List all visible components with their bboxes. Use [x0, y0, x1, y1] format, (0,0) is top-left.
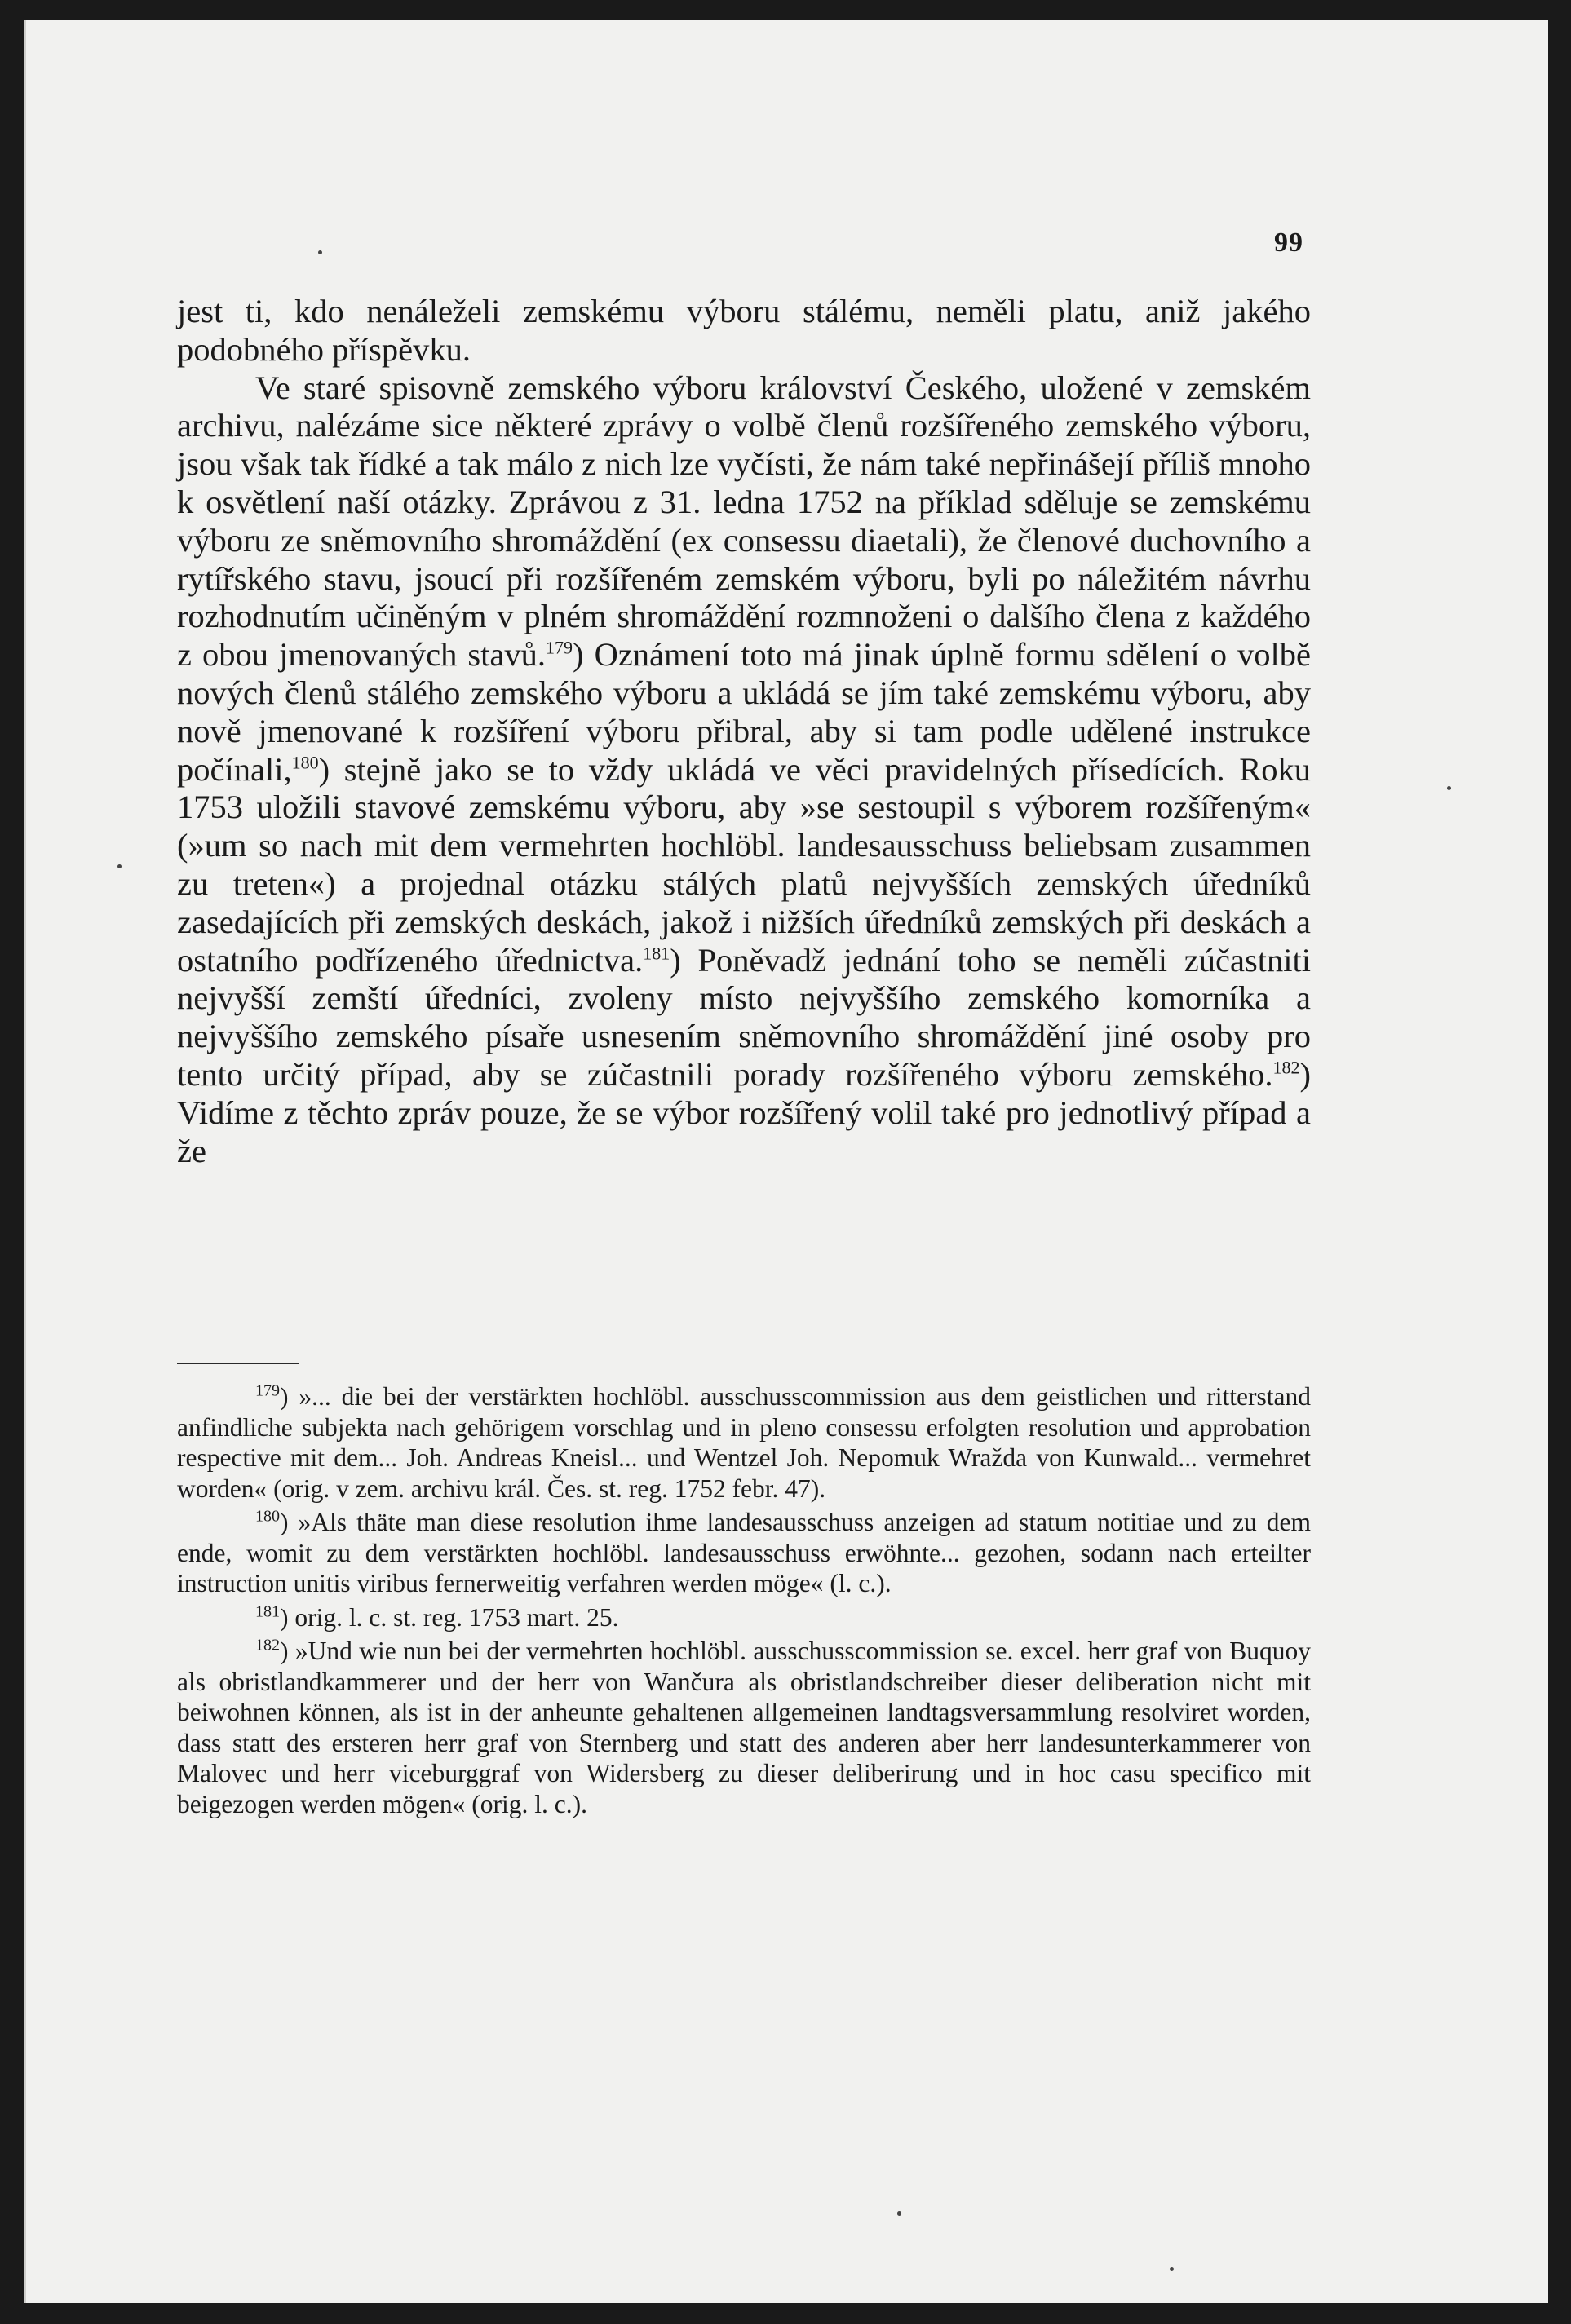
- dust-speck: [1447, 786, 1451, 790]
- footnote-mark: 182: [255, 1636, 280, 1655]
- paragraph-2: [177, 369, 1311, 1171]
- footnote-ref-181[interactable]: 181: [643, 943, 670, 964]
- dust-speck: [318, 250, 322, 254]
- footnote-181: [177, 1602, 1311, 1633]
- footnote-ref-182[interactable]: 182: [1272, 1057, 1300, 1078]
- footnote-ref-180[interactable]: 180: [291, 752, 319, 773]
- paragraph-2-part-3: ) stejně jako se to vždy ukládá ve věci pravidelných přísedících. Roku 1753 uložili stavové zemskému výboru, aby »se sestoupil s výborem rozšířeným« (»um so nach mit dem vermehrten hochlöbl. landesausschuss beliebsam zusammen zu treten«) a projednal otázku stálých platů nejvyšších zemských úředníků zasedajících při zemských deskách, jakož i nižších úředníků zemských při deskách a ostatního podřízeného úřednictva.: [177, 750, 1311, 979]
- dust-speck: [1170, 2267, 1174, 2271]
- footnote-mark: 181: [255, 1602, 280, 1620]
- dust-speck: [117, 864, 122, 868]
- footnote-mark: 179: [255, 1381, 280, 1400]
- main-text: [177, 293, 1311, 1170]
- footnote-182: [177, 1636, 1311, 1819]
- footnote-text: ) »Und wie nun bei der vermehrten hochlöbl. ausschusscommission se. excel. herr graf von Buquoy als obristlandkammerer und der herr von Wančura als obristlandschreiber dieser deliberation nicht mit beiwohnen können, als ist in der anheunte gehaltenen allgemeinen landtagsversammlung resolviret worden, dass statt des ersteren herr graf von Sternberg und statt des anderen aber herr landesunterkammerer von Malovec und herr viceburggraf von Widersberg zu dieser deliberirung und in hoc casu specifico mit beigezogen werden mögen« (orig. l. c.).: [177, 1637, 1311, 1818]
- book-page: [24, 20, 1548, 2303]
- footnote-ref-179[interactable]: 179: [546, 637, 573, 658]
- page-number: 99: [1274, 228, 1303, 258]
- footnote-180: [177, 1507, 1311, 1599]
- footnote-179: [177, 1381, 1311, 1504]
- paragraph-2-part-1: Ve staré spisovně zemského výboru království Českého, uložené v zemském archivu, nalézáme sice některé zprávy o volbě členů rozšířeného zemského výboru, jsou však tak řídké a tak málo z nich lze vyčísti, že nám také nepřinášejí příliš mnoho k osvětlení naší otázky. Zprávou z 31. ledna 1752 na příklad sděluje se zemskému výboru ze sněmovního shromáždění (ex consessu diaetali), že členové duchovního a rytířského stavu, jsoucí při rozšířeném zemském výboru, byli po náležitém návrhu rozhodnutím učiněným v plném shromáždění rozmnoženi o dalšího člena z každého z obou jmenovaných stavů.: [177, 369, 1311, 674]
- paragraph-2-part-2: ) Oznámení toto má jinak úplně formu sdělení o volbě nových členů stálého zemského výboru a ukládá se jím také zemskému výboru, aby nově jmenované k rozšíření výboru přibral, aby si tam podle udělené instrukce počínali,: [177, 636, 1311, 788]
- paragraph-1: jest ti, kdo nenáleželi zemskému výboru stálému, neměli platu, aniž jakého podobného příspěvku.: [177, 293, 1311, 368]
- footnotes: [177, 1381, 1311, 1823]
- paragraph-2-part-4: ) Poněvadž jednání toho se neměli zúčastniti nejvyšší zemští úředníci, zvoleny místo nejvyššího zemského komorníka a nejvyššího zemského písaře usnesením sněmovního shromáždění jiné osoby pro tento určitý případ, aby se zúčastnili porady rozšířeného výboru zemského.: [177, 941, 1311, 1093]
- footnote-text: ) »... die bei der verstärkten hochlöbl. ausschusscommission aus dem geistlichen und ritterstand anfindliche subjekta nach gehörigem vorschlag und in pleno consessu erfolgten resolution und approbation respective mit dem... Joh. Andreas Kneisl... und Wentzel Joh. Nepomuk Wražda von Kunwald... vermehret worden« (orig. v zem. archivu král. Čes. st. reg. 1752 febr. 47).: [177, 1382, 1311, 1503]
- footnote-mark: 180: [255, 1507, 280, 1526]
- footnote-text: ) orig. l. c. st. reg. 1753 mart. 25.: [280, 1602, 619, 1632]
- footnote-separator: [177, 1363, 299, 1364]
- paragraph-2-part-5: ) Vidíme z těchto zpráv pouze, že se výbor rozšířený volil také pro jednotlivý případ a že: [177, 1055, 1311, 1169]
- dust-speck: [897, 2211, 901, 2216]
- footnote-text: ) »Als thäte man diese resolution ihme landesausschuss anzeigen ad statum notitiae und zu dem ende, womit zu dem verstärkten hochlöbl. landesausschuss erwöhnte... gezohen, sodann nach erteilter instruction unitis viribus fernerweitig verfahren werden möge« (l. c.).: [177, 1508, 1311, 1597]
